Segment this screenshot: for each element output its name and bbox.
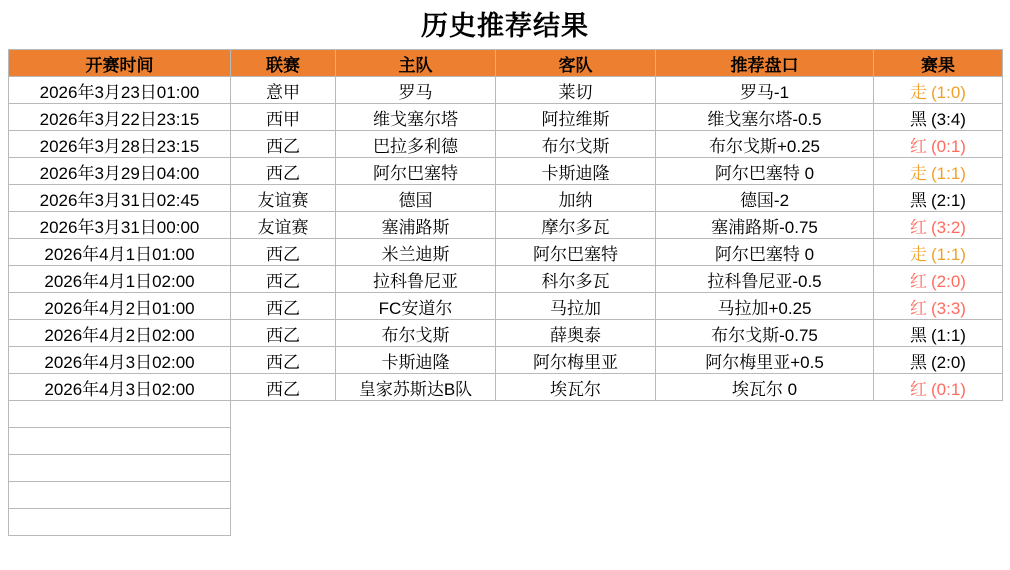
result-label: 黑 [910,190,928,210]
result-score: (3:3) [931,298,966,318]
column-header-result[interactable]: 赛果 [874,50,1003,77]
cell-away-team[interactable]: 摩尔多瓦 [496,212,656,239]
empty-cell[interactable] [496,401,656,428]
empty-cell[interactable] [336,455,496,482]
cell-league[interactable]: 西乙 [231,131,336,158]
result-score: (1:1) [931,244,966,264]
result-label: 黑 [910,109,928,129]
table-header-row [9,50,1003,77]
empty-cell[interactable] [874,428,1003,455]
cell-handicap[interactable]: 布尔戈斯-0.75 [656,320,874,347]
cell-away-team[interactable]: 加纳 [496,185,656,212]
page-title: 历史推荐结果 [421,11,589,41]
cell-time[interactable]: 2026年3月22日23:15 [9,104,231,131]
cell-away-team[interactable]: 埃瓦尔 [496,374,656,401]
result-label: 红 [910,298,928,318]
cell-time[interactable]: 2026年3月23日01:00 [9,77,231,104]
cell-league[interactable]: 西乙 [231,266,336,293]
empty-cell[interactable] [9,482,231,509]
cell-result[interactable] [874,347,1003,374]
result-label: 红 [910,379,928,399]
result-score: (1:1) [931,163,966,183]
table-row[interactable] [9,185,1003,212]
empty-cell[interactable] [231,401,336,428]
cell-time[interactable]: 2026年4月2日02:00 [9,320,231,347]
cell-home-team[interactable]: 塞浦路斯 [336,212,496,239]
empty-cell[interactable] [231,428,336,455]
empty-row[interactable] [9,509,1003,536]
cell-result[interactable] [874,77,1003,104]
empty-cell[interactable] [231,482,336,509]
result-score: (3:4) [931,109,966,129]
cell-league[interactable]: 西乙 [231,320,336,347]
cell-away-team[interactable]: 阿拉维斯 [496,104,656,131]
cell-league[interactable]: 西乙 [231,239,336,266]
empty-cell[interactable] [874,455,1003,482]
cell-handicap[interactable]: 维戈塞尔塔-0.5 [656,104,874,131]
empty-cell[interactable] [496,509,656,536]
table-row[interactable] [9,158,1003,185]
cell-away-team[interactable]: 阿尔梅里亚 [496,347,656,374]
result-score: (1:0) [931,82,966,102]
cell-handicap[interactable]: 布尔戈斯+0.25 [656,131,874,158]
cell-league[interactable]: 意甲 [231,77,336,104]
column-header-home-team[interactable]: 主队 [336,50,496,77]
cell-handicap[interactable]: 马拉加+0.25 [656,293,874,320]
table-row[interactable] [9,266,1003,293]
empty-row[interactable] [9,482,1003,509]
empty-cell[interactable] [9,428,231,455]
result-score: (2:1) [931,190,966,210]
cell-time[interactable]: 2026年4月2日01:00 [9,293,231,320]
cell-handicap[interactable]: 阿尔梅里亚+0.5 [656,347,874,374]
cell-result[interactable] [874,212,1003,239]
empty-cell[interactable] [336,509,496,536]
empty-cell[interactable] [496,428,656,455]
result-score: (2:0) [931,271,966,291]
column-header-league[interactable]: 联赛 [231,50,336,77]
cell-league[interactable]: 友谊赛 [231,185,336,212]
empty-cell[interactable] [9,455,231,482]
cell-home-team[interactable]: 拉科鲁尼亚 [336,266,496,293]
empty-cell[interactable] [874,401,1003,428]
cell-home-team[interactable]: 阿尔巴塞特 [336,158,496,185]
cell-league[interactable]: 西乙 [231,293,336,320]
empty-cell[interactable] [656,455,874,482]
result-label: 红 [910,136,928,156]
cell-away-team[interactable]: 薛奥泰 [496,320,656,347]
column-header-handicap[interactable]: 推荐盘口 [656,50,874,77]
result-label: 走 [910,244,928,264]
cell-home-team[interactable]: 维戈塞尔塔 [336,104,496,131]
cell-home-team[interactable]: 巴拉多利德 [336,131,496,158]
cell-home-team[interactable]: 罗马 [336,77,496,104]
result-label: 走 [910,163,928,183]
cell-away-team[interactable]: 科尔多瓦 [496,266,656,293]
empty-cell[interactable] [336,482,496,509]
cell-handicap[interactable]: 埃瓦尔 0 [656,374,874,401]
empty-row[interactable] [9,455,1003,482]
cell-away-team[interactable]: 莱切 [496,77,656,104]
cell-result[interactable] [874,131,1003,158]
empty-cell[interactable] [656,428,874,455]
table-body [9,77,1003,536]
cell-home-team[interactable]: FC安道尔 [336,293,496,320]
table-row[interactable] [9,374,1003,401]
empty-cell[interactable] [9,401,231,428]
cell-time[interactable]: 2026年3月31日02:45 [9,185,231,212]
table-row[interactable] [9,104,1003,131]
cell-time[interactable]: 2026年3月31日00:00 [9,212,231,239]
cell-home-team[interactable]: 卡斯迪隆 [336,347,496,374]
empty-cell[interactable] [656,482,874,509]
empty-cell[interactable] [231,509,336,536]
cell-handicap[interactable]: 德国-2 [656,185,874,212]
cell-result[interactable] [874,266,1003,293]
cell-time[interactable]: 2026年3月28日23:15 [9,131,231,158]
table-row[interactable] [9,77,1003,104]
cell-result[interactable] [874,320,1003,347]
empty-cell[interactable] [656,509,874,536]
cell-result[interactable] [874,293,1003,320]
table-row[interactable] [9,212,1003,239]
cell-time[interactable]: 2026年4月3日02:00 [9,374,231,401]
table-row[interactable] [9,131,1003,158]
result-score: (1:1) [931,325,966,345]
empty-row[interactable] [9,401,1003,428]
empty-cell[interactable] [874,482,1003,509]
empty-row[interactable] [9,428,1003,455]
empty-cell[interactable] [336,428,496,455]
cell-away-team[interactable]: 卡斯迪隆 [496,158,656,185]
empty-cell[interactable] [496,482,656,509]
result-score: (0:1) [931,136,966,156]
cell-result[interactable] [874,158,1003,185]
cell-league[interactable]: 西甲 [231,104,336,131]
cell-league[interactable]: 西乙 [231,347,336,374]
cell-result[interactable] [874,104,1003,131]
empty-cell[interactable] [656,401,874,428]
result-label: 黑 [910,325,928,345]
table-row[interactable] [9,320,1003,347]
cell-away-team[interactable]: 阿尔巴塞特 [496,239,656,266]
cell-result[interactable] [874,185,1003,212]
cell-away-team[interactable]: 马拉加 [496,293,656,320]
empty-cell[interactable] [336,401,496,428]
column-header-time[interactable]: 开赛时间 [9,50,231,77]
cell-league[interactable]: 西乙 [231,158,336,185]
cell-result[interactable] [874,239,1003,266]
cell-league[interactable]: 友谊赛 [231,212,336,239]
cell-handicap[interactable]: 塞浦路斯-0.75 [656,212,874,239]
empty-cell[interactable] [231,455,336,482]
cell-league[interactable]: 西乙 [231,374,336,401]
cell-home-team[interactable]: 皇家苏斯达B队 [336,374,496,401]
cell-time[interactable]: 2026年3月29日04:00 [9,158,231,185]
cell-handicap[interactable]: 拉科鲁尼亚-0.5 [656,266,874,293]
cell-handicap[interactable]: 罗马-1 [656,77,874,104]
column-header-away-team[interactable]: 客队 [496,50,656,77]
result-label: 走 [910,82,928,102]
result-label: 红 [910,217,928,237]
cell-handicap[interactable]: 阿尔巴塞特 0 [656,158,874,185]
result-label: 红 [910,271,928,291]
result-label: 黑 [910,352,928,372]
table-row[interactable] [9,347,1003,374]
cell-home-team[interactable]: 米兰迪斯 [336,239,496,266]
table-row[interactable] [9,293,1003,320]
cell-handicap[interactable]: 阿尔巴塞特 0 [656,239,874,266]
empty-cell[interactable] [9,509,231,536]
cell-result[interactable] [874,374,1003,401]
empty-cell[interactable] [496,455,656,482]
cell-time[interactable]: 2026年4月3日02:00 [9,347,231,374]
cell-home-team[interactable]: 布尔戈斯 [336,320,496,347]
table-row[interactable] [9,239,1003,266]
table-header [9,50,1003,77]
result-score: (2:0) [931,352,966,372]
cell-away-team[interactable]: 布尔戈斯 [496,131,656,158]
history-results-table [8,49,1003,536]
cell-time[interactable]: 2026年4月1日02:00 [9,266,231,293]
result-score: (0:1) [931,379,966,399]
cell-home-team[interactable]: 德国 [336,185,496,212]
result-score: (3:2) [931,217,966,237]
cell-time[interactable]: 2026年4月1日01:00 [9,239,231,266]
empty-cell[interactable] [874,509,1003,536]
